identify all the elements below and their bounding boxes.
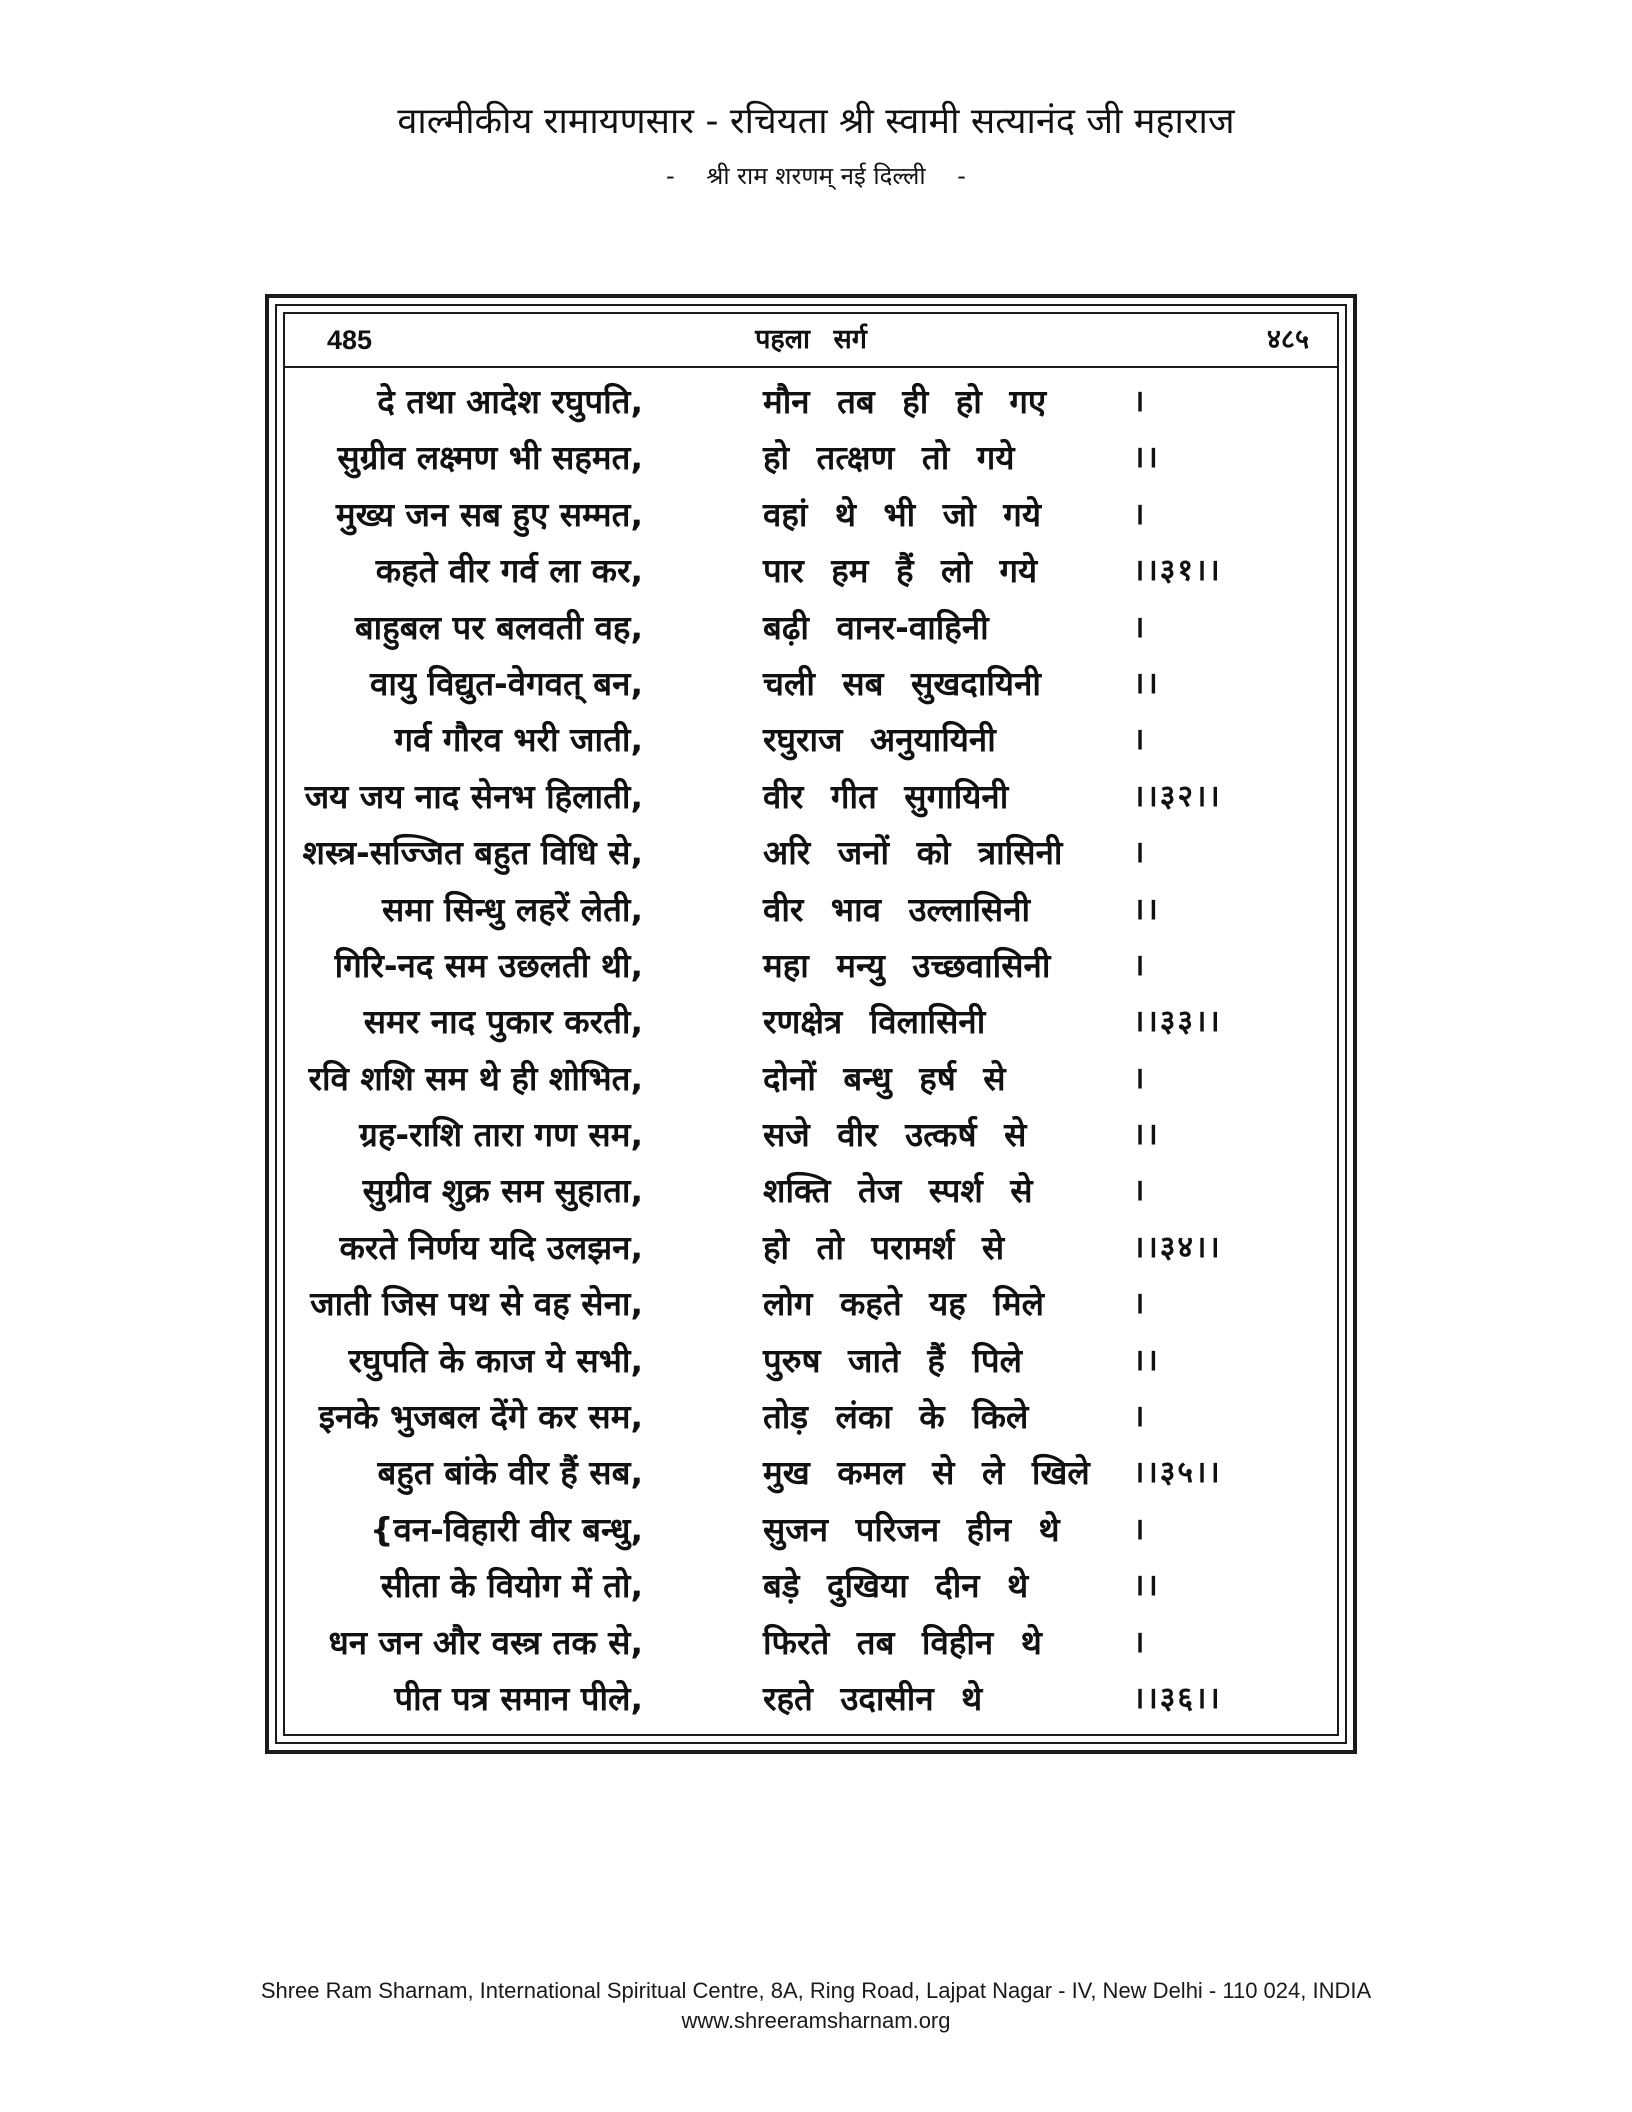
page-frame-inner-border <box>283 312 1339 1736</box>
verse-end-mark: । <box>1133 1399 1147 1435</box>
verse-line <box>285 1389 1337 1445</box>
verse-end-mark: । <box>1133 1060 1147 1096</box>
verse-line <box>285 656 1337 712</box>
verse-second-half: रहते उदासीन थे <box>763 1678 983 1718</box>
verse-end-mark: ।। <box>1133 1117 1160 1153</box>
subtitle-dash-left: - <box>666 162 675 190</box>
verse-line <box>285 1671 1337 1727</box>
verse-line <box>285 1445 1337 1501</box>
verse-first-half: जाती जिस पथ से वह सेना, <box>310 1284 643 1324</box>
page-number-english: 485 <box>327 325 373 355</box>
verse-second-half: लोग कहते यह मिले <box>763 1284 1044 1324</box>
verse-end-mark: ।। <box>1133 1568 1160 1604</box>
verse-end-mark: ।।३४।। <box>1133 1229 1222 1265</box>
publisher-line <box>0 158 1632 194</box>
page-frame-middle-border <box>275 304 1347 1744</box>
verse-second-half: पुरुष जाते हैं पिले <box>763 1340 1023 1380</box>
verse-first-half: {वन-विहारी वीर बन्धु, <box>369 1509 643 1549</box>
verse-second-half: मुख कमल से ले खिले <box>763 1453 1090 1493</box>
verse-second-half: शक्ति तेज स्पर्श से <box>763 1171 1033 1211</box>
verse-end-mark: । <box>1133 384 1147 419</box>
verse-second-half: सजे वीर उत्कर्ष से <box>763 1115 1027 1155</box>
verse-line <box>285 994 1337 1050</box>
verse-second-half: मौन तब ही हो गए <box>763 382 1047 421</box>
verse-end-mark: ।। <box>1133 891 1160 927</box>
verse-end-mark: ।। <box>1133 440 1160 476</box>
verse-second-half: तोड़ लंका के किले <box>763 1397 1029 1437</box>
verse-line <box>285 769 1337 825</box>
verse-line <box>285 825 1337 881</box>
verse-second-half: फिरते तब विहीन थे <box>763 1622 1042 1662</box>
verse-first-half: गर्व गौरव भरी जाती, <box>394 720 643 760</box>
verse-line <box>285 543 1337 599</box>
verse-end-mark: । <box>1133 609 1147 645</box>
verse-line <box>285 1051 1337 1107</box>
verse-first-half: समा सिन्धु लहरें लेती, <box>381 889 643 929</box>
verse-line <box>285 374 1337 430</box>
verse-line <box>285 487 1337 543</box>
verse-end-mark: ।। <box>1133 1342 1160 1378</box>
verse-end-mark: । <box>1133 1511 1147 1547</box>
verse-line <box>285 600 1337 656</box>
verse-line <box>285 1615 1337 1671</box>
verse-end-mark: ।।३२।। <box>1133 778 1222 814</box>
document-header <box>0 98 1632 194</box>
verse-first-half: मुख्य जन सब हुए सम्मत, <box>335 494 643 534</box>
verse-first-half: वायु विद्युत-वेगवत् बन, <box>370 663 643 703</box>
verse-first-half: पीत पत्र समान पीले, <box>394 1678 643 1718</box>
verse-line <box>285 1276 1337 1332</box>
verse-second-half: दोनों बन्धु हर्ष से <box>763 1058 1006 1098</box>
verse-first-half: सुग्रीव शुक्र सम सुहाता, <box>362 1171 643 1211</box>
verse-second-half: वहां थे भी जो गये <box>763 494 1041 534</box>
verse-first-half: बहुत बांके वीर हैं सब, <box>377 1453 643 1493</box>
verse-line <box>285 1502 1337 1558</box>
verse-second-half: रघुराज अनुयायिनी <box>763 720 996 760</box>
page-number-hindi: ४८५ <box>1266 324 1309 355</box>
verse-second-half: चली सब सुखदायिनी <box>763 663 1041 703</box>
section-title: पहला सर्ग <box>755 324 867 355</box>
book-title: वाल्मीकीय रामायणसार - रचियता श्री स्वामी सत्यानंद जी महाराज <box>397 101 1235 142</box>
verse-line <box>285 1220 1337 1276</box>
document-footer <box>0 1976 1632 2036</box>
verse-second-half: वीर भाव उल्लासिनी <box>763 889 1031 929</box>
verse-first-half: जय जय नाद सेनभ हिलाती, <box>304 776 643 816</box>
verse-end-mark: । <box>1133 1624 1147 1660</box>
verse-end-mark: ।।३१।। <box>1133 553 1222 589</box>
verse-end-mark: ।।३५।। <box>1133 1455 1222 1491</box>
verse-first-half: रघुपति के काज ये सभी, <box>348 1340 643 1380</box>
verse-first-half: समर नाद पुकार करती, <box>363 1002 643 1042</box>
verse-end-mark: । <box>1133 947 1147 983</box>
verse-second-half: बढ़ी वानर-वाहिनी <box>763 607 989 647</box>
verse-second-half: रणक्षेत्र विलासिनी <box>763 1002 986 1042</box>
publisher-name: श्री राम शरणम् नई दिल्ली <box>706 162 926 190</box>
page-frame <box>265 294 1357 1754</box>
subtitle-dash-right: - <box>957 162 966 190</box>
verse-second-half: हो तो परामर्श से <box>763 1227 1005 1267</box>
verse-first-half: शस्त्र-सज्जित बहुत विधि से, <box>302 833 643 873</box>
verse-first-half: कहते वीर गर्व ला कर, <box>375 551 643 591</box>
verse-end-mark: । <box>1133 1173 1147 1209</box>
verse-line <box>285 1163 1337 1219</box>
verse-end-mark: । <box>1133 722 1147 758</box>
running-header <box>285 314 1337 368</box>
verse-end-mark: । <box>1133 496 1147 532</box>
verse-second-half: अरि जनों को त्रासिनी <box>763 833 1063 873</box>
verse-end-mark: । <box>1133 1286 1147 1322</box>
verse-list <box>285 374 1337 1727</box>
verse-first-half: दे तथा आदेश रघुपति, <box>377 382 643 421</box>
verse-end-mark: ।। <box>1133 665 1160 701</box>
footer-website: www.shreeramsharnam.org <box>681 2008 951 2033</box>
verse-second-half: हो तत्क्षण तो गये <box>763 438 1015 478</box>
verse-line <box>285 938 1337 994</box>
verse-first-half: ग्रह-राशि तारा गण सम, <box>359 1115 643 1155</box>
verse-second-half: महा मन्यु उच्छवासिनी <box>763 945 1051 985</box>
verse-end-mark: ।।३६।। <box>1133 1680 1222 1716</box>
verse-line <box>285 1333 1337 1389</box>
verse-first-half: सुग्रीव लक्ष्मण भी सहमत, <box>337 438 643 478</box>
verse-second-half: बड़े दुखिया दीन थे <box>763 1566 1029 1606</box>
verse-line <box>285 1558 1337 1614</box>
verse-first-half: इनके भुजबल देंगे कर सम, <box>318 1397 643 1437</box>
footer-address: Shree Ram Sharnam, International Spiritual Centre, 8A, Ring Road, Lajpat Nagar - IV, New Delhi - 110 024, INDIA <box>260 1978 1372 2003</box>
verse-first-half: करते निर्णय यदि उलझन, <box>339 1227 643 1267</box>
verse-second-half: वीर गीत सुगायिनी <box>763 776 1009 816</box>
verse-line <box>285 882 1337 938</box>
verse-first-half: बाहुबल पर बलवती वह, <box>354 607 643 647</box>
verse-line <box>285 1107 1337 1163</box>
verse-first-half: रवि शशि सम थे ही शोभित, <box>308 1058 643 1098</box>
verse-first-half: धन जन और वस्त्र तक से, <box>328 1622 643 1662</box>
verse-second-half: सुजन परिजन हीन थे <box>763 1509 1060 1549</box>
verse-first-half: सीता के वियोग में तो, <box>380 1566 643 1606</box>
verse-line <box>285 712 1337 768</box>
verse-first-half: गिरि-नद सम उछलती थी, <box>334 945 643 985</box>
verse-end-mark: ।।३३।। <box>1133 1004 1222 1040</box>
verse-second-half: पार हम हैं लो गये <box>763 551 1038 591</box>
verse-end-mark: । <box>1133 835 1147 871</box>
verse-line <box>285 430 1337 486</box>
